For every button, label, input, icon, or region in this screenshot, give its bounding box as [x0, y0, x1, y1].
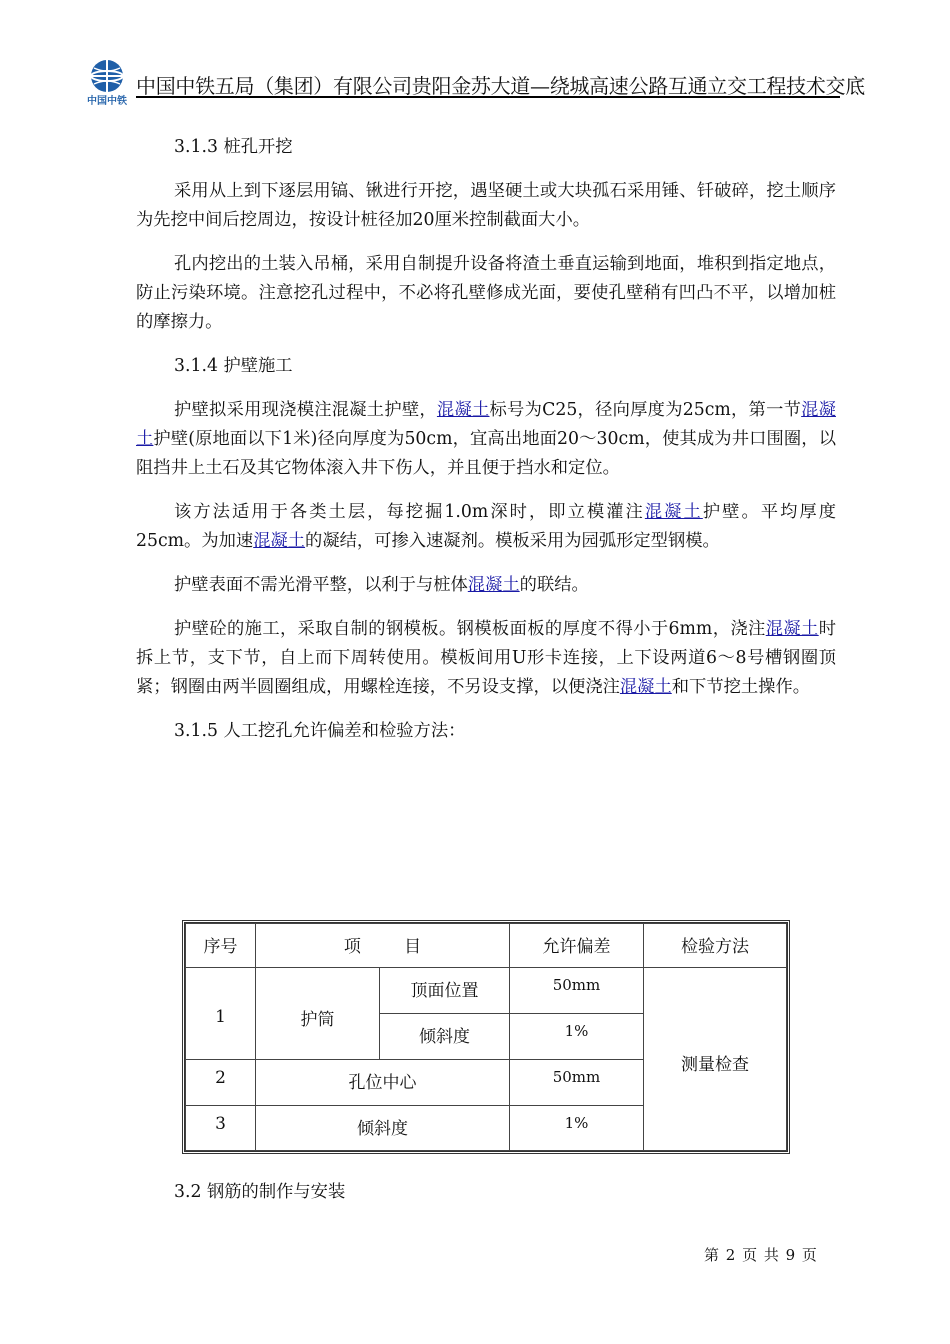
method-cell: 测量检查	[644, 968, 787, 1151]
concrete-link[interactable]: 混凝土	[253, 531, 306, 551]
text-span: 护壁拟采用现浇模注混凝土护壁，	[174, 400, 437, 420]
page-number: 第 2 页 共 9 页	[704, 1246, 818, 1264]
row-subitem: 顶面位置	[380, 968, 510, 1014]
concrete-link[interactable]: 混凝土	[436, 400, 490, 420]
concrete-link[interactable]: 混凝土	[136, 400, 836, 449]
text-span: 的凝结，可掺入速凝剂。模板采用为园弧形定型钢模。	[305, 531, 720, 551]
row-item: 倾斜度	[256, 1106, 510, 1151]
header-cell-no: 序号	[186, 924, 256, 968]
text-span: 时拆上节，支下节，自上而下周转使用。模板间用U形卡连接，上下设两道6～8号槽钢圈顶紧；钢圈由两半圆圈组成，用螺栓连接，不另设支撑，以便浇注	[136, 619, 836, 697]
text-span: 标号为C25，径向厚度为25cm，第一节	[489, 400, 802, 420]
section-314-paragraph-2	[136, 498, 836, 556]
section-32-heading: 3.2 钢筋的制作与安装	[174, 1182, 346, 1202]
row-tolerance: 50mm	[510, 968, 644, 1014]
page-header	[80, 58, 865, 108]
text-span: 和下节挖土操作。	[671, 677, 811, 697]
row-tolerance: 1%	[510, 1106, 644, 1151]
row-tolerance: 1%	[510, 1014, 644, 1060]
text-span: 护壁表面不需光滑平整，以利于与桩体	[174, 575, 468, 595]
text-span: 该方法适用于各类土层，每挖掘1.0m深时，即立模灌注	[174, 502, 645, 522]
section-313-heading: 3.1.3 桩孔开挖	[174, 137, 293, 157]
header-cell-method: 检验方法	[644, 924, 787, 968]
section-314-heading: 3.1.4 护壁施工	[174, 356, 293, 376]
header-divider	[136, 96, 840, 98]
body-content	[136, 133, 836, 746]
header-cell-tolerance: 允许偏差	[510, 924, 644, 968]
concrete-link[interactable]: 混凝土	[619, 677, 672, 697]
concrete-link[interactable]: 混凝土	[467, 575, 520, 595]
crcc-logo-icon	[80, 58, 134, 108]
text-span: 护壁。平均厚度25cm。为加速	[136, 502, 836, 551]
logo-text: 中国中铁	[87, 96, 127, 107]
row-subitem: 倾斜度	[380, 1014, 510, 1060]
text-span: 护壁(原地面以下1米)径向厚度为50cm，宜高出地面20～30cm，使其成为井口围圈，以阻挡井上土石及其它物体滚入井下伤人，并且便于挡水和定位。	[136, 429, 836, 478]
row-number: 2	[186, 1060, 256, 1106]
tolerance-table	[182, 920, 790, 1154]
header-cell-item: 项 目	[256, 924, 510, 968]
concrete-link[interactable]: 混凝土	[644, 502, 703, 522]
row-tolerance: 50mm	[510, 1060, 644, 1106]
row-item: 护筒	[256, 968, 380, 1060]
section-314-paragraph-3	[136, 571, 836, 600]
section-314-paragraph-1	[136, 396, 836, 483]
section-313-paragraph-2: 孔内挖出的土装入吊桶，采用自制提升设备将渣土垂直运输到地面，堆积到指定地点，防止污染环境。注意挖孔过程中，不必将孔壁修成光面，要使孔壁稍有凹凸不平，以增加桩的摩擦力。	[136, 254, 836, 332]
section-314-paragraph-4	[136, 615, 836, 702]
table-header-row	[186, 924, 787, 968]
table-row	[186, 968, 787, 1014]
row-number: 1	[186, 968, 256, 1060]
section-315-heading: 3.1.5 人工挖孔允许偏差和检验方法：	[174, 721, 466, 741]
text-span: 护壁砼的施工，采取自制的钢模板。钢模板面板的厚度不得小于6mm，浇注	[174, 619, 766, 639]
row-number: 3	[186, 1106, 256, 1151]
row-item: 孔位中心	[256, 1060, 510, 1106]
document-title: 中国中铁五局（集团）有限公司贵阳金苏大道—绕城高速公路互通立交工程技术交底	[136, 74, 865, 98]
concrete-link[interactable]: 混凝土	[765, 619, 819, 639]
section-313-paragraph-1: 采用从上到下逐层用镐、锹进行开挖，遇坚硬土或大块孤石采用锤、钎破碎，挖土顺序为先挖中间后挖周边，按设计桩径加20厘米控制截面大小。	[136, 181, 836, 230]
text-span: 的联结。	[519, 575, 589, 595]
